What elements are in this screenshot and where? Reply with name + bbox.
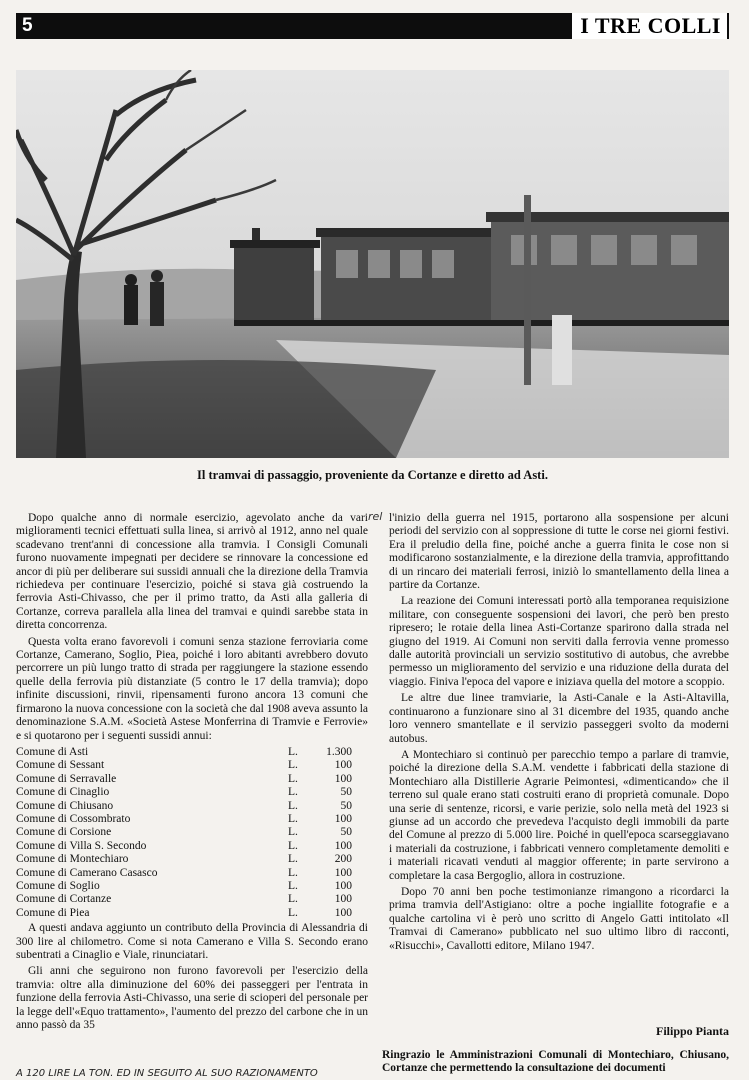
subsidy-amount: 100: [334, 759, 352, 772]
subsidy-currency: L.: [288, 786, 298, 799]
subsidy-currency: L.: [288, 745, 298, 758]
subsidy-comune: Comune di Asti: [16, 745, 89, 758]
subsidy-comune: Comune di Cinaglio: [16, 786, 110, 799]
subsidy-amount: 1.300: [326, 745, 352, 758]
handwritten-bottom-note: A 120 LIRE LA TON. ED IN SEGUITO AL SUO RAZIONAMENTO: [16, 1068, 318, 1079]
subsidy-currency: L.: [288, 906, 298, 919]
subsidy-comune: Comune di Corsione: [16, 826, 112, 839]
subsidy-row: [16, 759, 352, 772]
handwritten-margin-note: rel: [368, 510, 383, 523]
subsidy-row: [16, 773, 352, 786]
subsidy-amount: 50: [340, 786, 352, 799]
paragraph: A Montechiaro si continuò per parecchio tempo a parlare di tramvie, poiché la direzione della S.A.M. vendette i fabbricati della stazione di Montechiaro alla Distillerie Agrarie Peimontesi, «dimenticando» che il terreno sul quale erano stati costruiti erano di proprietà comunale. Dopo una serie di sentenze, ricorsi, e varie perizie, solo nella metà del 1923 si giunse ad un accordo che prevedeva l'acquisto degli immobili da parte del Comune al prezzo di 5.000 lire. Poiché in quell'epoca scarseggiavano i materiali da costruzione, i fabbricati vennero completamente demoliti e i materiali ricavati venduti al maggior offerente; in parte servirono a completare la casa Bergoglio, allora in costruzione.: [389, 748, 729, 882]
subsidy-comune: Comune di Serravalle: [16, 772, 117, 785]
subsidy-amount: 100: [334, 866, 352, 879]
subsidy-comune: Comune di Soglio: [16, 879, 100, 892]
subsidy-currency: L.: [288, 772, 298, 785]
paragraph: Gli anni che seguirono non furono favorevoli per l'esercizio della tramvia: oltre alla diminuzione del 60% dei passeggeri per l'entrata in funzione della ferrovia Asti-Chivasso, una serie di scioperi del personale per la legge dell'«Equo trattamento», l'aumento del prezzo del carbone che in un anno passò da 35: [16, 965, 368, 1032]
subsidy-currency: L.: [288, 839, 298, 852]
subsidy-comune: Comune di Villa S. Secondo: [16, 839, 147, 852]
subsidy-currency: L.: [288, 879, 298, 892]
subsidy-comune: Comune di Chiusano: [16, 799, 114, 812]
subsidy-row: [16, 746, 352, 759]
subsidy-row: [16, 840, 352, 853]
subsidy-comune: Comune di Montechiaro: [16, 853, 129, 866]
subsidy-row: [16, 853, 352, 866]
acknowledgements: Ringrazio le Amministrazioni Comunali di Montechiaro, Chiusano, Cortanze che permettendo la consultazione dei documenti: [382, 1049, 729, 1075]
paragraph: Dopo qualche anno di normale esercizio, agevolato anche da vari miglioramenti tecnici effettuati sulla linea, si arrivò al 1912, anno nel quale scadevano trent'anni di concessione alla tramvia. I Consigli Comunali furono nuovamente impegnati per decidere se rinnovare la concessione ed ancor di più per deliberare sui sussidi annuali che la direzione della Tramvia richiedeva per continuare l'esercizio, poiché si stava già costruendo la ferrovia Asti-Chivasso, che per il primo tratto, da Asti alla galleria di Cortanze, correva parallela alla linea del tramvai e quindi sarebbe stata in diretta concorrenza.: [16, 512, 368, 632]
subsidy-row: [16, 867, 352, 880]
page-header: [16, 13, 729, 39]
subsidy-amount: 100: [334, 893, 352, 906]
left-column: [16, 512, 368, 1035]
subsidy-row: [16, 907, 352, 920]
tram-photo: [16, 70, 729, 458]
subsidy-comune: Comune di Cortanze: [16, 893, 112, 906]
subsidy-comune: Comune di Piea: [16, 906, 90, 919]
subsidy-currency: L.: [288, 853, 298, 866]
subsidy-currency: L.: [288, 826, 298, 839]
subsidy-comune: Comune di Cossombrato: [16, 812, 131, 825]
subsidy-amount: 100: [334, 812, 352, 825]
paragraph: Dopo 70 anni ben poche testimonianze rimangono a ricordarci la prima tramvia dell'Astigiano: oltre a poche ingiallite fotografie e a qualche cartolina vi è però uno scritto di Angelo Gatti intitolato «Il Tramvai di Camerano» pubblicato nel suo ultimo libro di racconti, «Risucchi», Cavallotti editore, Milano 1947.: [389, 885, 729, 952]
subsidy-amount: 100: [334, 906, 352, 919]
subsidy-comune: Comune di Sessant: [16, 759, 105, 772]
subsidy-amount: 50: [340, 826, 352, 839]
right-column: [389, 512, 729, 956]
subsidy-amount: 100: [334, 879, 352, 892]
subsidy-row: [16, 893, 352, 906]
subsidy-amount: 200: [334, 853, 352, 866]
paragraph: Questa volta erano favorevoli i comuni senza stazione ferroviaria come Cortanze, Camerano, Soglio, Piea, poiché i loro abitanti avrebbero dovuto percorrere un più lungo tratto di strada per raggiungere la stazione essendo quelle della ferrovia più distanziate (5 contro le 17 della tramvia); dopo infinite discussioni, rinvii, ripensamenti furono ancora 13 comuni che firmarono la nuova concessione con la società che dal 1908 aveva assunto la denominazione S.A.M. «Società Astese Monferrina di Tramvie e Ferrovie» e si quotarono per i seguenti sussidi annui:: [16, 635, 368, 742]
subsidy-currency: L.: [288, 812, 298, 825]
paragraph: Le altre due linee tramviarie, la Asti-Canale e la Asti-Altavilla, continuarono a funzionare sino al 31 dicembre del 1935, quando anche loro vennero smantellate e il servizio passeggeri svolto da moderni autobus.: [389, 692, 729, 745]
paragraph: A questi andava aggiunto un contributo della Provincia di Alessandria di 300 lire al chilometro. Come si nota Camerano e Villa S. Secondo erano subentrati a Cinaglio e Viale, rinunciatari.: [16, 922, 368, 961]
subsidy-currency: L.: [288, 866, 298, 879]
subsidy-amount: 100: [334, 839, 352, 852]
paragraph: l'inizio della guerra nel 1915, portarono alla sospensione per alcuni periodi del servizio con al soppressione di tutte le corse nei giorni festivi. Era il preludio della fine, poiché anche a guerra finita le cose non si modificarono sostanzialmente, e la direzione della tramvia, approfittando di un rincaro dei materiali ferrosi, iniziò lo smantellamento della linea a partire da Cortanze.: [389, 512, 729, 592]
subsidy-currency: L.: [288, 759, 298, 772]
magazine-title: I TRE COLLI: [570, 13, 729, 39]
subsidy-amount: 100: [334, 772, 352, 785]
subsidy-row: [16, 800, 352, 813]
subsidy-row: [16, 813, 352, 826]
author-name: Filippo Pianta: [655, 1024, 729, 1038]
subsidy-currency: L.: [288, 799, 298, 812]
subsidy-comune: Comune di Camerano Casasco: [16, 866, 158, 879]
subsidy-row: [16, 880, 352, 893]
subsidy-row: [16, 786, 352, 799]
subsidy-row: [16, 826, 352, 839]
page-number: 5: [22, 15, 33, 36]
subsidy-currency: L.: [288, 893, 298, 906]
subsidies-table: [16, 746, 352, 920]
paragraph: La reazione dei Comuni interessati portò alla temporanea requisizione militare, con conseguente sospensioni dei lavori, che però ben presto ripresero; le rotaie della linea Asti-Cortanze sparirono dalla strada nel giugno del 1919. Ai Comuni non serviti dalla ferrovia venne promesso dalle autorità provinciali un servizio sostitutivo di autobus, che avrebbe permesso un miglioramento del servizio e una riduzione della durata del viaggio. Finiva l'epoca del vapore e iniziava quella del motore a scoppio.: [389, 595, 729, 688]
subsidy-amount: 50: [340, 799, 352, 812]
photo-caption: Il tramvai di passaggio, proveniente da Cortanze e diretto ad Asti.: [197, 468, 548, 482]
